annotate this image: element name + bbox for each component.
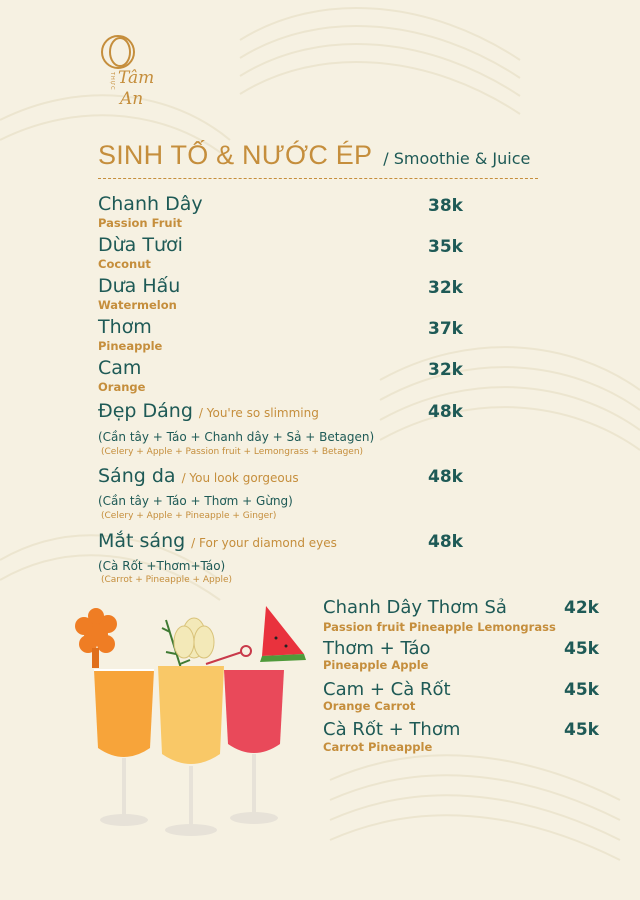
special-item-price: 48k <box>428 402 463 422</box>
combo-item-name: Cà Rốt + Thơm <box>323 719 461 740</box>
special-item-name <box>98 465 299 487</box>
special-ingredients-en: (Celery + Apple + Passion fruit + Lemongrass + Betagen) <box>101 447 364 457</box>
watermelon-juice-glass <box>224 670 284 824</box>
section-heading <box>98 140 530 171</box>
special-item-name <box>98 400 319 422</box>
menu-item-english: Pineapple <box>98 339 163 353</box>
orange-juice-glass <box>94 670 154 826</box>
menu-item-english: Passion Fruit <box>98 216 183 230</box>
special-tagline: / You're so slimming <box>198 406 319 420</box>
menu-item-name: Dưa Hấu <box>98 275 181 297</box>
special-ingredients-vi: (Cà Rốt +Thơm+Táo) <box>98 559 226 573</box>
menu-item-english: Orange <box>98 380 146 394</box>
menu-item-price: 35k <box>428 237 463 257</box>
combo-item-price: 45k <box>564 720 599 740</box>
heading-slash: / <box>383 149 389 168</box>
menu-item-english: Watermelon <box>98 298 177 312</box>
menu-item-price: 32k <box>428 360 463 380</box>
special-name-text: Mắt sáng <box>98 530 186 552</box>
pineapple-juice-glass <box>158 666 224 836</box>
special-item-name <box>98 530 337 552</box>
special-name-text: Sáng da <box>98 465 176 487</box>
special-ingredients-vi: (Cần tây + Táo + Thơm + Gừng) <box>98 494 293 508</box>
special-item-price: 48k <box>428 467 463 487</box>
combo-item-english: Passion fruit Pineapple Lemongrass <box>323 620 556 634</box>
menu-item-name: Thơm <box>98 316 152 338</box>
logo-word-1: Tâm <box>118 68 155 88</box>
menu-item-name: Chanh Dây <box>98 193 203 215</box>
combo-item-english: Orange Carrot <box>323 699 416 713</box>
combo-item-name: Cam + Cà Rốt <box>323 679 451 700</box>
special-tagline: / For your diamond eyes <box>191 536 337 550</box>
combo-item-price: 45k <box>564 639 599 659</box>
apple-fan-garnish <box>174 618 214 658</box>
logo-word-2: An <box>120 89 144 109</box>
special-ingredients-en: (Carrot + Pineapple + Apple) <box>101 575 232 585</box>
menu-item-price: 32k <box>428 278 463 298</box>
heading-title: SINH TỐ & NƯỚC ÉP <box>98 140 373 170</box>
combo-item-name: Thơm + Táo <box>323 638 431 659</box>
menu-item-english: Coconut <box>98 257 151 271</box>
special-ingredients-en: (Celery + Apple + Pineapple + Ginger) <box>101 511 277 521</box>
menu-item-price: 38k <box>428 196 463 216</box>
heading-subtitle: Smoothie & Juice <box>393 149 531 168</box>
carrot-flower-garnish <box>75 608 117 668</box>
brand-logo <box>96 34 156 114</box>
watermelon-slice-garnish <box>260 606 306 662</box>
special-item-price: 48k <box>428 532 463 552</box>
menu-item-name: Dừa Tươi <box>98 234 183 256</box>
heading-divider <box>98 178 538 179</box>
special-ingredients-vi: (Cần tây + Táo + Chanh dây + Sả + Betagen) <box>98 430 375 444</box>
menu-item-price: 37k <box>428 319 463 339</box>
combo-item-name: Chanh Dây Thơm Sả <box>323 597 507 618</box>
juice-glasses-illustration <box>66 598 316 848</box>
special-name-text: Đẹp Dáng <box>98 400 193 422</box>
logo-side-text: THỰC <box>109 72 115 91</box>
menu-item-name: Cam <box>98 357 142 379</box>
combo-item-english: Pineapple Apple <box>323 658 429 672</box>
combo-item-price: 45k <box>564 680 599 700</box>
combo-item-english: Carrot Pineapple <box>323 740 433 754</box>
combo-item-price: 42k <box>564 598 599 618</box>
special-tagline: / You look gorgeous <box>181 471 299 485</box>
